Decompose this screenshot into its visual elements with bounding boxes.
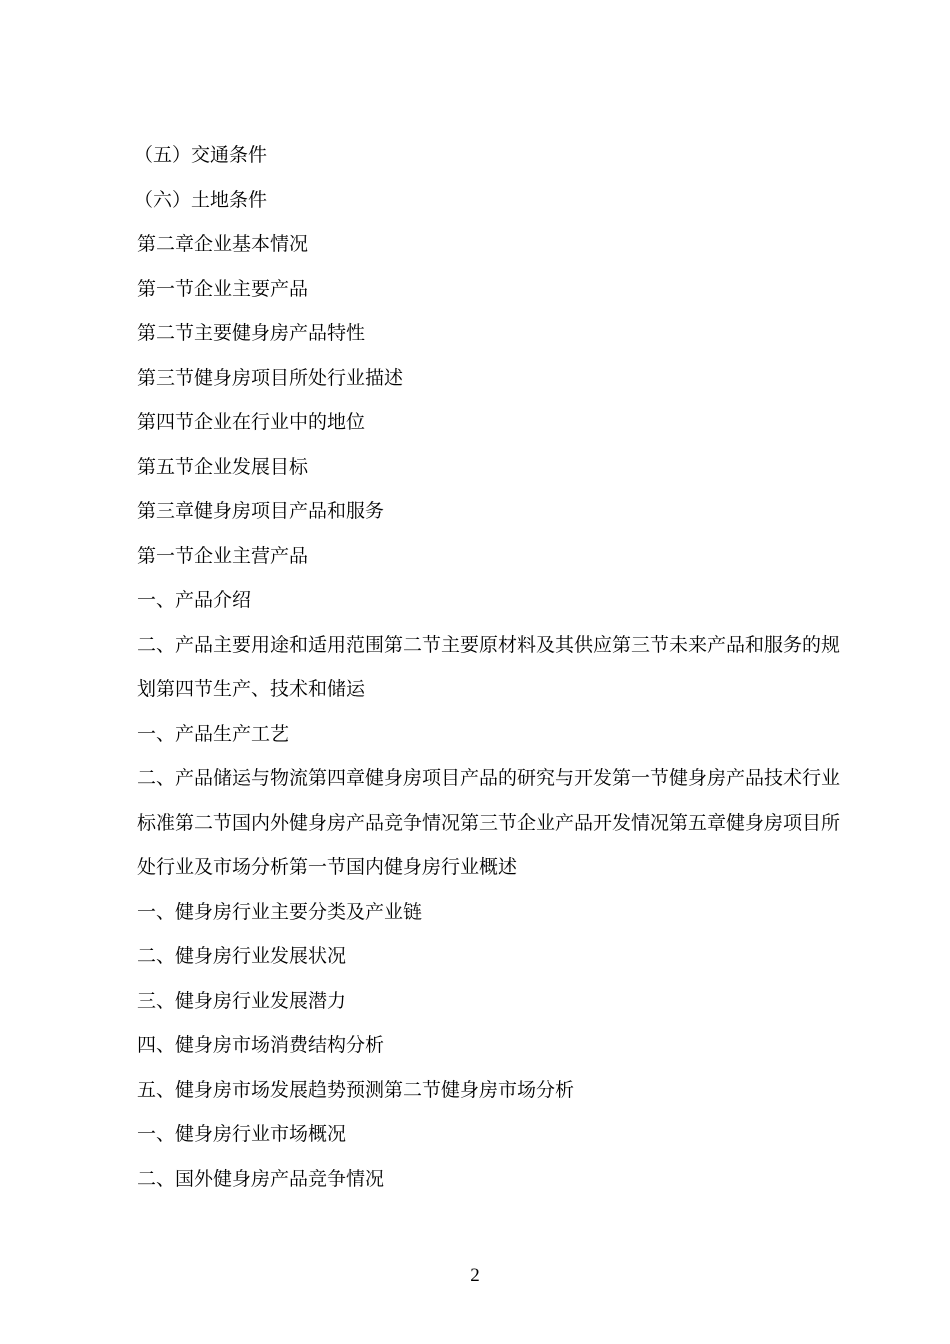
- toc-section: 第二节主要健身房产品特性: [137, 322, 366, 344]
- toc-item: 一、产品介绍: [137, 589, 252, 611]
- toc-section: 第一节企业主营产品: [137, 544, 309, 567]
- toc-item: 一、健身房行业主要分类及产业链: [137, 900, 423, 923]
- toc-item: 二、国外健身房产品竞争情况: [137, 1167, 385, 1190]
- toc-item: 一、产品生产工艺: [137, 722, 290, 745]
- toc-section: 第一节企业主要产品: [137, 277, 309, 300]
- toc-item: 三、健身房行业发展潜力: [137, 989, 347, 1012]
- toc-item: 五、健身房市场发展趋势预测第二节健身房市场分析: [137, 1078, 575, 1101]
- toc-item: 一、健身房行业市场概况: [137, 1123, 347, 1145]
- table-of-contents: [134, 133, 850, 1201]
- toc-item: 二、健身房行业发展状况: [137, 945, 347, 967]
- toc-item: 四、健身房市场消费结构分析: [137, 1034, 385, 1056]
- toc-chapter: 第二章企业基本情况: [137, 233, 309, 255]
- page-number: 2: [470, 1265, 480, 1286]
- toc-item: 二、产品主要用途和适用范围第二节主要原材料及其供应第三节未来产品和服务的规划第四节生产、技术和储运: [137, 633, 841, 700]
- toc-entry: （六）土地条件: [134, 188, 268, 211]
- toc-section: 第四节企业在行业中的地位: [137, 411, 366, 433]
- toc-item: 二、产品储运与物流第四章健身房项目产品的研究与开发第一节健身房产品技术行业标准第二节国内外健身房产品竞争情况第三节企业产品开发情况第五章健身房项目所处行业及市场分析第一节国内健身房行业概述: [137, 767, 841, 878]
- toc-chapter: 第三章健身房项目产品和服务: [137, 500, 385, 522]
- toc-section: 第三节健身房项目所处行业描述: [137, 366, 404, 389]
- toc-section: 第五节企业发展目标: [137, 455, 309, 478]
- toc-entry: （五）交通条件: [134, 144, 268, 166]
